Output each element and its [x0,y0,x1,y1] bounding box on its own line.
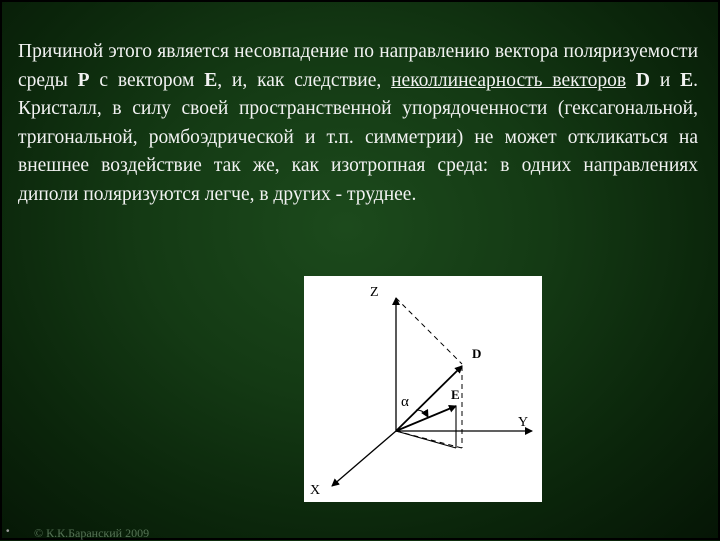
text-part: с вектором [89,69,205,91]
text-part: и [650,69,681,91]
vector-e: E [680,69,694,91]
projection-z-to-d [396,298,462,364]
vector-diagram-svg [304,276,542,502]
vector-diagram [304,276,542,502]
vector-p: P [77,69,90,91]
x-axis [332,431,396,486]
floor-line [396,431,456,448]
x-label: X [310,483,321,498]
footer-bullet: • [6,526,10,537]
e-label: E [451,387,460,402]
copyright-text: © К.К.Баранский 2009 [34,526,150,540]
y-label: Y [518,415,529,430]
angle-arc [416,410,428,417]
d-label: D [472,346,482,361]
text-part: . Кристалл, в силу своей пространственной упорядоченности (гексагональной, тригональной, ромбоэдрической и т.п. симметрии) не может откликаться на внешнее воздействие так же, как изотропная среда: в одних направлениях диполи поляризуются легче, в других - труднее. [18,69,699,205]
text-part [626,70,636,91]
body-paragraph [18,38,698,209]
z-label: Z [370,285,379,300]
text-part: , и, как следствие, [217,69,392,91]
underlined-phrase: неколлинеарность векторов [391,69,627,91]
vector-d: D [635,69,651,91]
vector-e: E [204,69,218,91]
alpha-label: α [401,394,409,410]
text-part: Причиной этого является несовпадение по направлению вектора поляризуемости среды [18,41,698,91]
